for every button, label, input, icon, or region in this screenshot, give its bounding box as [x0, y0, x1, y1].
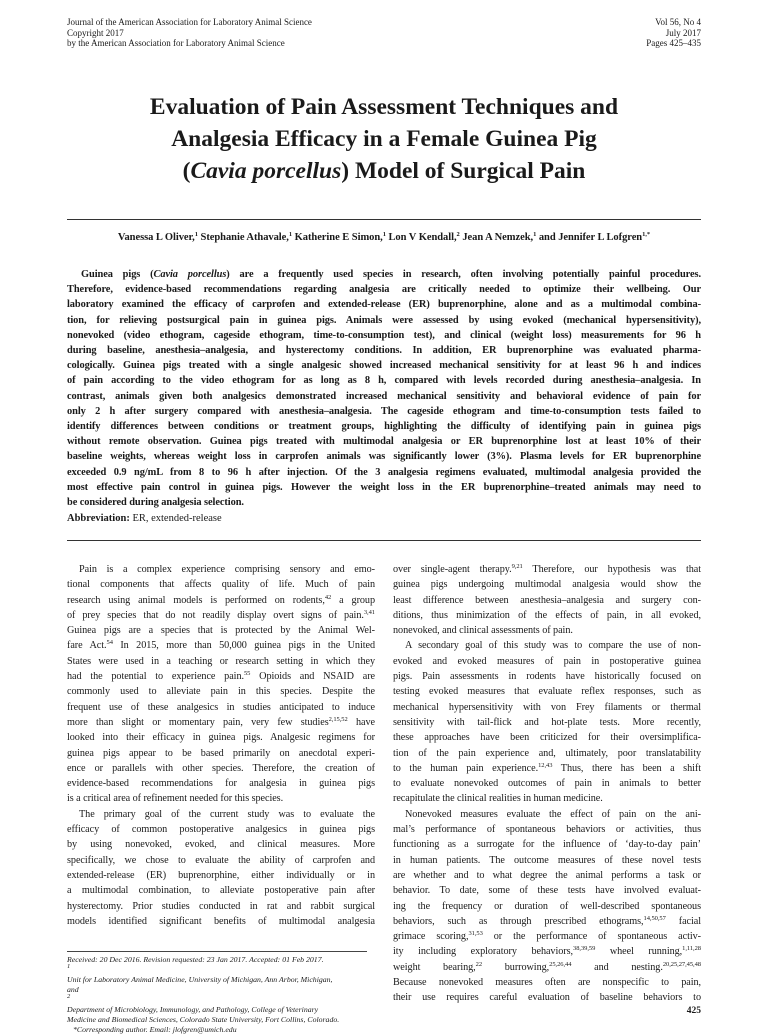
abstract-line: nonevoked (video ethogram, cageside ethogram, time-to-consumption test), and clinical (weight loss) measurements for 96 h [67, 329, 701, 341]
body-line: Pain is a complex experience comprising sensory and emo- [79, 564, 375, 575]
body-line [393, 914, 701, 929]
author-name: Stephanie Athavale, [197, 232, 289, 243]
body-line [67, 608, 375, 623]
body-line: mal’s performance of spontaneous behaviors or activities, thus [393, 824, 701, 836]
citation-ref: 42 [324, 593, 332, 601]
title-paren: ( [182, 158, 191, 184]
page-range: Pages 425–435 [646, 38, 701, 48]
body-line: The primary goal of the current study was to evaluate the [79, 808, 375, 820]
abstract-line: be considered during analgesia selection. [67, 497, 244, 509]
abbreviation-text: ER, extended-release [129, 513, 222, 524]
citation-ref: 3,41 [363, 608, 375, 616]
citation-ref: 25,26,44 [549, 960, 572, 968]
body-text: and nesting. [571, 961, 663, 973]
body-line: hysterectomy. Prior studies conducted in rat and rabbit surgical [67, 900, 375, 912]
body-text: Thus, there has been a shift [552, 762, 701, 774]
body-line [67, 593, 375, 608]
affiliation-1 [67, 965, 377, 985]
body-line: nonevoked, and clinical assessments of pain. [393, 625, 573, 637]
citation-ref: 22 [475, 960, 483, 968]
abstract-line: Therefore, evidence-based recommendations regarding analgesia are critically needed to optimize their wellbeing. Our [67, 284, 701, 296]
body-text: research using animal models is performed on rodents, [67, 594, 325, 606]
author-list [67, 232, 701, 243]
volume-issue: Vol 56, No 4 [655, 17, 701, 27]
body-line: testing evoked measures that evaluate reflex responses, such as [393, 686, 701, 698]
body-text: In 2015, more than 50,000 guinea pigs in the United [112, 640, 376, 652]
abstract-line: Guinea pigs (Cavia porcellus) are a frequently used species in research, often involving potentially painful procedures. [81, 269, 702, 280]
affiliation-mark: 1 [288, 231, 293, 238]
body-line: in human patients. The outcome measures of these novel tests [393, 854, 701, 866]
body-line: mechanical hypersensitivity with von Frey filaments or thermal [393, 701, 701, 713]
author-name: Katherine E Simon, [292, 232, 383, 243]
body-line: Nonevoked measures evaluate the effect of pain on the ani- [405, 808, 701, 820]
publisher-line: by the American Association for Laboratory Animal Science [67, 38, 285, 48]
author-name: Lon V Kendall, [385, 232, 457, 243]
body-text: over single-agent therapy. [393, 564, 512, 575]
received-dates: Received: 20 Dec 2016. Revision requested: 23 Jan 2017. Accepted: 01 Feb 2017. [67, 955, 324, 964]
footnote [67, 955, 377, 1035]
abstract-line: without remote observation. Guinea pigs treated with multimodal analgesia or ER buprenorphine lost at least 10% of their [67, 436, 701, 448]
citation-ref: 1,11,28 [682, 945, 701, 953]
body-line: States were used in a teaching or research setting in which they [67, 655, 375, 667]
abstract-line: contrast, animals given both analgesics demonstrated increased mechanical sensitivity and behavioral evidence of pain for [67, 390, 701, 402]
issue-date: July 2017 [665, 27, 701, 38]
body-text: behaviors, such as through prescribed ethograms, [393, 915, 644, 927]
body-line [67, 638, 375, 653]
body-line: to evaluate nonevoked outcomes of pain in animals to better [393, 778, 701, 790]
body-line: Guinea pigs are a species that is protected by the Animal Wel- [67, 625, 375, 637]
body-text: Opioids and NSAID are [250, 671, 375, 683]
affiliation-mark: 2 [67, 993, 71, 1000]
body-line [393, 960, 701, 975]
footnote-rule [67, 951, 367, 952]
abstract-line: laboratory examined the efficacy of carprofen and extended-release (ER) buprenorphine, alone and as a multimodal combina- [67, 299, 701, 311]
body-line: ing the frequency or duration of well-described spontaneous [393, 900, 701, 912]
affiliation-mark: 1 [382, 231, 386, 238]
citation-ref: 54 [106, 639, 113, 647]
body-line: specifically, we chose to evaluate the ability of carprofen and [67, 854, 375, 866]
body-line: their use requires careful evaluation of baseline behaviors to [393, 992, 701, 1004]
body-text: wheel running, [595, 946, 683, 958]
abbreviation-label: Abbreviation: [67, 513, 130, 524]
title-rule [67, 219, 701, 220]
body-text: have [347, 716, 376, 728]
body-line [393, 929, 701, 944]
body-line: a multimodal combination, to alleviate postoperative pain after [67, 885, 375, 897]
author-name: Vanessa L Oliver, [117, 232, 195, 243]
body-line: evidence-based recommendations for analgesia in guinea pigs [67, 778, 375, 790]
body-line: behavior. To date, some of these tests have involved evaluat- [393, 885, 701, 897]
body-line: ditions, thus minimization of the effects of pain, in all evoked, [393, 609, 701, 621]
species-name: Cavia porcellus [190, 158, 342, 184]
abbreviation-line [67, 513, 222, 524]
abstract-line: cologically. Guinea pigs treated with a single analgesic showed increased mechanical sensitivity for at least 96 h and indices [67, 360, 701, 372]
body-line: ence or parallels with other species. Therefore, the creation of [67, 762, 375, 774]
body-line: tional components that affects quality of life. Much of pain [67, 579, 375, 591]
affiliation-text: Department of Microbiology, Immunology, and Pathology, College of Veterinary [67, 1005, 319, 1014]
body-line: guinea pigs appear to be based primarily on anecdotal experi- [67, 747, 375, 759]
body-line: evoked and evoked measures of pain in postoperative guinea [393, 655, 701, 667]
abstract-line: exceeded 0.9 ng/mL from 8 to 96 h after injection. Of the 3 analgesia regimens evaluated, multimodal analgesia provided the [67, 466, 701, 478]
body-line: these approaches have been criticized for their oversimplifica- [393, 732, 701, 744]
body-line [393, 562, 701, 577]
body-text: of prey species that do not readily display overt signs of pain. [67, 609, 364, 621]
abstract-line: only 2 h after surgery compared with anesthesia–analgesia. The cageside ethogram and time-to-consumption tests failed to [67, 405, 701, 417]
body-line: least difference between anesthesia–analgesia and surgery con- [393, 594, 701, 606]
body-text: burrowing, [482, 961, 550, 973]
species-name: Cavia porcellus [153, 269, 227, 280]
body-line: extended-release (ER) buprenorphine, either individually or in [67, 869, 375, 881]
body-text: to the human pain experience. [393, 762, 539, 774]
abstract-line: of pain according to the video ethogram for as long as 8 h, compared with levels recorded during anesthesia–analgesia. In [67, 375, 701, 387]
article-title [67, 91, 701, 187]
affiliation-mark: 1 [533, 231, 537, 238]
body-text: had the potential to experience pain. [67, 671, 244, 683]
body-line: are whether and to what degree the animal performs a task or [393, 869, 701, 881]
abstract-line: during baseline, anesthesia–analgesia, and hysterectomy conditions. In addition, ER buprenorphine was evaluated pharma- [67, 345, 701, 357]
body-line: models identified significant benefits of multimodal analgesia [67, 915, 375, 927]
journal-name: Journal of the American Association for Laboratory Animal Science [67, 17, 312, 27]
body-text: ity including exploratory behaviors, [393, 946, 573, 958]
affiliation-text: and [67, 985, 79, 994]
body-line [393, 761, 701, 776]
citation-ref: 12,43 [538, 761, 553, 769]
body-text: more than slight or momentary pain, very few studies [67, 716, 329, 728]
body-line: by using nonevoked, evoked, and clinical measures. More [67, 839, 375, 851]
body-line: sensitivity with tail-flick and hot-plate tests. More recently, [393, 716, 701, 728]
body-line [393, 944, 701, 959]
body-text: facial [665, 915, 701, 927]
author-name: and Jennifer L Lofgren [536, 232, 643, 243]
section-rule [67, 540, 701, 541]
abstract-line: most effective pain control in guinea pigs. However the weight loss in the ER buprenorphine–treated animals may need to [67, 481, 701, 493]
citation-ref: 9,21 [511, 563, 523, 570]
body-text: weight bearing, [393, 961, 476, 973]
body-line: is a critical area of refinement needed for this species. [67, 793, 284, 805]
title-line-3-rest: ) Model of Surgical Pain [341, 158, 586, 184]
citation-ref: 14,50,57 [643, 914, 666, 922]
citation-ref: 38,39,59 [573, 945, 596, 953]
body-text: or the performance of spontaneous activ- [482, 931, 702, 943]
body-line: Because nonevoked measures often are nonspecific to pain, [393, 977, 701, 989]
title-line-2: Analgesia Efficacy in a Female Guinea Pig [171, 126, 597, 152]
body-text: Therefore, our hypothesis was that [522, 564, 701, 575]
body-line: functioning as a surrogate for the influence of ‘day-to-day pain’ [393, 839, 701, 851]
body-text: grimace scoring, [393, 931, 469, 943]
right-column [393, 562, 701, 1006]
body-text: a group [331, 594, 375, 606]
copyright-line: Copyright 2017 [67, 27, 124, 38]
author-name: Jean A Nemzek, [459, 232, 534, 243]
body-line: recapitulate the clinical realities in human medicine. [393, 793, 603, 805]
affiliation-2-cont: Medicine and Biomedical Sciences, Colorado State University, Fort Collins, Colorado. [67, 1015, 340, 1024]
citation-ref: 55 [243, 670, 251, 678]
citation-ref: 2,15,52 [328, 715, 348, 723]
body-line: guinea pigs undergoing multimodal analgesia would show the [393, 579, 701, 591]
body-line: pigs. Pain assessments in rodents have historically focused on [393, 671, 701, 683]
body-text: fare Act. [67, 640, 107, 652]
affiliation-mark: 2 [456, 231, 460, 238]
affiliation-2 [67, 985, 377, 1015]
abstract [67, 267, 701, 510]
affiliation-mark: 1 [67, 963, 71, 970]
body-line: commonly used to alleviate pain in this species. Despite the [67, 686, 375, 698]
body-line: looked into their efficacy in guinea pigs. Analgesic regimens for [67, 732, 375, 744]
left-column [67, 562, 375, 929]
abstract-line: baseline weights, whereas weight loss in carprofen animals was significantly lower (3%). Plasma levels for ER buprenorphine [67, 451, 701, 463]
body-line: A secondary goal of this study was to compare the use of non- [405, 640, 701, 652]
corresponding-author: *Corresponding author. Email: jlofgren@umich.edu [73, 1025, 237, 1034]
affiliation-mark: 1 [194, 231, 198, 238]
abstract-line: identify differences between conditions or treatment groups, highlighting the difficulty of identifying pain in guinea pigs [67, 421, 701, 433]
abstract-line: tion, for relieving postsurgical pain in guinea pigs. Animals were assessed by using evoked (mechanical hypersensitivity), [67, 314, 701, 326]
citation-ref: 31,53 [468, 930, 483, 938]
body-line [67, 669, 375, 684]
affiliation-mark: 1,* [642, 231, 651, 238]
citation-ref: 20,25,27,45,48 [662, 960, 701, 968]
page-number: 425 [686, 1006, 701, 1016]
body-line [67, 715, 375, 730]
affiliation-text: Unit for Laboratory Animal Medicine, University of Michigan, Ann Arbor, Michigan, [67, 975, 333, 984]
body-line: efficacy of common postoperative analgesics in guinea pigs [67, 824, 375, 836]
body-line: tion of the pain experience and, ultimately, poor translatability [393, 747, 701, 759]
title-line-3 [67, 155, 701, 187]
title-line-1: Evaluation of Pain Assessment Techniques and [149, 94, 619, 120]
body-line: frequent use of these analgesics in studies anticipated to induce [67, 701, 375, 713]
